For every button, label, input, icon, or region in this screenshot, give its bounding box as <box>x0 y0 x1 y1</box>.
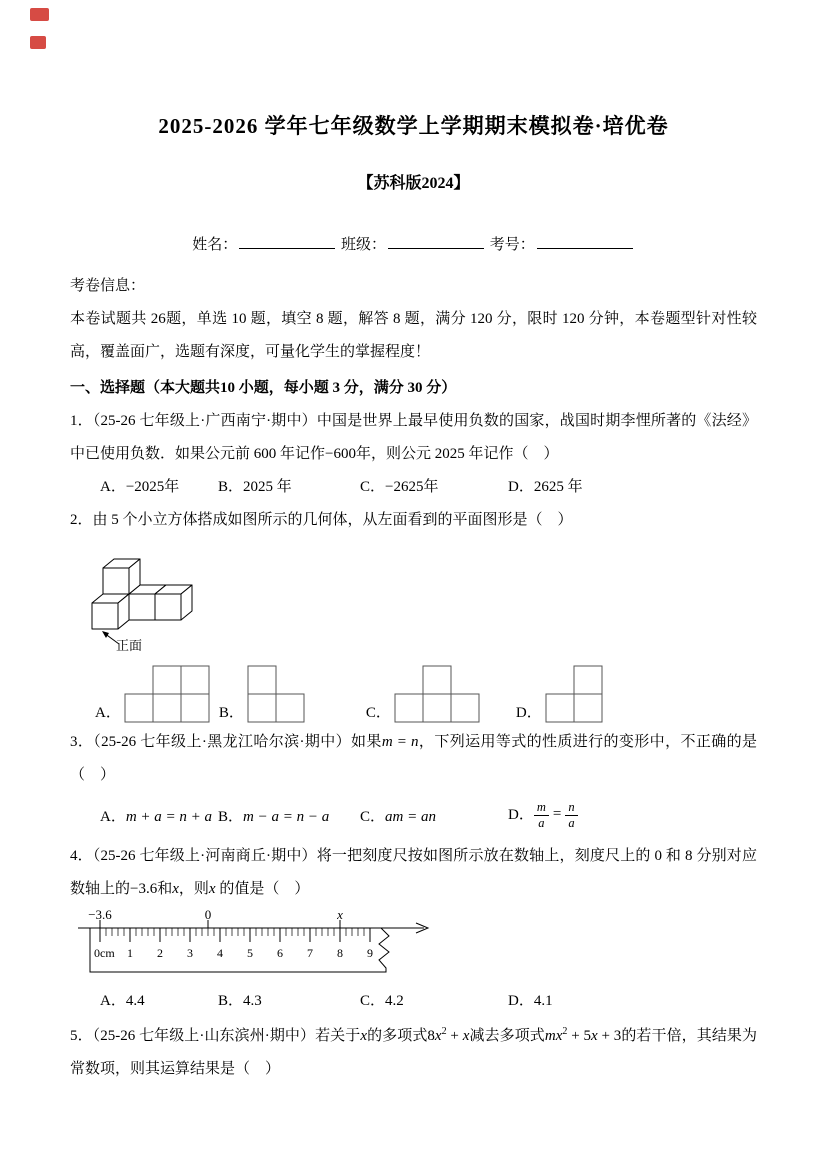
question-5-number: 5． <box>70 1028 93 1044</box>
q3-option-d <box>508 800 578 831</box>
front-face-label: 正面 <box>116 638 143 653</box>
q1-option-c: C．−2625年 <box>360 479 439 495</box>
red-annotation-mark <box>30 8 49 21</box>
exam-no-blank <box>537 233 633 249</box>
question-5-text: 的多项式8 <box>367 1028 435 1044</box>
question-1-text: （25-26 七年级上·广西南宁·期中）中国是世界上最早使用负数的国家，战国时期李悝所著的《法经》中已使用负数．如果公元前 600 年记作−600年，则公元 2025 年记作（ ） <box>70 413 757 462</box>
question-5 <box>70 1020 757 1086</box>
number-line-ticks <box>100 920 340 928</box>
question-5-text: （25-26 七年级上·山东滨州·期中）若关于 <box>92 1028 361 1044</box>
ruler-number: 2 <box>157 946 163 960</box>
q2-option-b-label: B． <box>218 705 244 721</box>
question-5-text: + 3的若干倍，其结果为常数项，则其运算结果是（ ） <box>70 1028 757 1077</box>
ruler-number: 7 <box>307 946 313 960</box>
question-5-text: + <box>446 1028 463 1044</box>
student-info-line <box>70 233 757 254</box>
q3-option-c-math: am = an <box>385 808 436 825</box>
question-4-number: 4． <box>70 848 93 864</box>
q3-option-d-fraction-2: $\frac{n}{a}$ <box>565 800 577 831</box>
ruler-cm-ticks <box>100 928 370 942</box>
ruler-outline <box>90 928 389 972</box>
q5-var: x <box>360 1028 367 1044</box>
ruler-number: 1 <box>127 946 133 960</box>
q2-option-d-shape <box>545 664 604 724</box>
question-4-options <box>70 985 757 1018</box>
question-4-x1: x <box>172 881 179 897</box>
q1-option-b: B．2025 年 <box>218 479 292 495</box>
q2-option-c-label: C． <box>365 705 391 721</box>
ruler-number: 4 <box>217 946 223 960</box>
q4-option-a: A．4.4 <box>100 993 145 1009</box>
section-1-heading: 一、选择题（本大题共10 小题，每小题 3 分，满分 30 分） <box>70 380 457 396</box>
q4-option-d: D．4.1 <box>508 993 553 1009</box>
q2-option-d <box>516 664 604 724</box>
question-2-figure-wrap <box>76 541 757 658</box>
q5-var: x <box>590 1028 598 1044</box>
q3-option-c <box>360 805 508 826</box>
question-2-options <box>95 664 757 724</box>
q2-option-c <box>366 664 481 724</box>
q3-option-c-label: C． <box>360 808 386 825</box>
q5-var: x <box>434 1028 442 1044</box>
q3-option-a <box>100 805 218 826</box>
exam-info-heading: 考卷信息： <box>70 278 146 294</box>
q3-option-b-label: B． <box>218 808 244 825</box>
question-2 <box>70 504 757 537</box>
ruler-number: 6 <box>277 946 283 960</box>
ruler-number: 8 <box>337 946 343 960</box>
q2-option-c-shape <box>394 664 481 724</box>
ruler-mm-ticks <box>106 928 364 936</box>
exam-no-label: 考号： <box>489 237 535 253</box>
question-4-text-before: （25-26 七年级上·河南商丘·期中）将一把刻度尺按如图所示放在数轴上，刻度尺上的 0 和 8 分别对应数轴上的−3.6和 <box>70 848 757 897</box>
q3-option-b-math: m − a = n − a <box>243 808 330 825</box>
q3-option-b <box>218 805 360 826</box>
q1-option-a: A．−2025年 <box>100 479 180 495</box>
question-5-text: 减去多项式 <box>469 1028 545 1044</box>
ruler-number: 5 <box>247 946 253 960</box>
question-4-text-after: 的值是（ ） <box>215 881 310 897</box>
q4-option-c: C．4.2 <box>360 993 404 1009</box>
q5-exponent: 2 <box>562 1026 568 1037</box>
ruler-number: 9 <box>367 946 373 960</box>
q2-option-a-label: A． <box>95 705 121 721</box>
question-3 <box>70 726 757 792</box>
question-5-text: + 5 <box>567 1028 591 1044</box>
q3-option-d-fraction-1: $\frac{m}{a}$ <box>534 800 549 831</box>
q3-option-a-math: m + a = n + a <box>125 808 213 825</box>
cubes-figure <box>76 541 226 653</box>
question-4-text-mid: ，则 <box>178 881 209 897</box>
question-4-figure-wrap <box>76 910 757 985</box>
numberline-x-label: x <box>337 910 343 922</box>
question-4 <box>70 840 757 906</box>
class-blank <box>388 233 484 249</box>
q5-exponent: 2 <box>441 1026 447 1037</box>
question-1 <box>70 405 757 471</box>
edition-label: 【苏科版2024】 <box>357 175 470 192</box>
q3-option-a-label: A． <box>100 808 126 825</box>
q3-option-d-equals: = <box>552 806 562 823</box>
question-3-number: 3． <box>70 734 94 750</box>
numberline-left-value: −3.6 <box>88 910 112 922</box>
name-label: 姓名： <box>192 237 238 253</box>
question-2-number: 2． <box>70 512 93 528</box>
ruler-number-line-figure <box>76 910 436 980</box>
ruler-zero-label: 0cm <box>94 946 115 960</box>
q5-var: x <box>462 1028 470 1044</box>
ruler-number: 3 <box>187 946 193 960</box>
q2-option-b <box>219 664 306 724</box>
red-annotation-mark <box>30 36 46 49</box>
question-2-text: 由 5 个小立方体搭成如图所示的几何体，从左面看到的平面图形是（ ） <box>92 512 573 528</box>
question-3-options <box>70 794 757 836</box>
question-1-options <box>70 471 757 504</box>
class-label: 班级： <box>340 237 386 253</box>
q2-option-d-label: D． <box>515 705 542 721</box>
numberline-zero: 0 <box>204 910 212 922</box>
question-3-text-after: ，下列运用等式的性质进行的变形中，不正确的是（ ） <box>70 734 757 783</box>
q2-option-a <box>95 664 211 724</box>
q2-option-b-shape <box>247 664 306 724</box>
question-1-number: 1． <box>70 413 93 429</box>
q1-option-d: D．2625 年 <box>508 479 583 495</box>
name-blank <box>239 233 335 249</box>
question-4-x2: x <box>208 881 216 897</box>
q5-var: mx <box>544 1028 563 1044</box>
question-3-text-before: （25-26 七年级上·黑龙江哈尔滨·期中）如果 <box>93 734 382 750</box>
q3-option-d-label: D． <box>508 806 534 823</box>
exam-info-text: 本卷试题共 26题，单选 10 题，填空 8 题，解答 8 题，满分 120 分，限时 120 分钟，本卷题型针对性较高，覆盖面广，选题有深度，可量化学生的掌握程度！ <box>70 311 757 360</box>
front-arrow-head <box>102 631 109 638</box>
q2-option-a-shape <box>124 664 211 724</box>
q4-option-b: B．4.3 <box>218 993 262 1009</box>
question-3-math: m = n <box>381 734 419 750</box>
page-title: 2025-2026 学年七年级数学上学期期末模拟卷·培优卷 <box>158 114 669 138</box>
